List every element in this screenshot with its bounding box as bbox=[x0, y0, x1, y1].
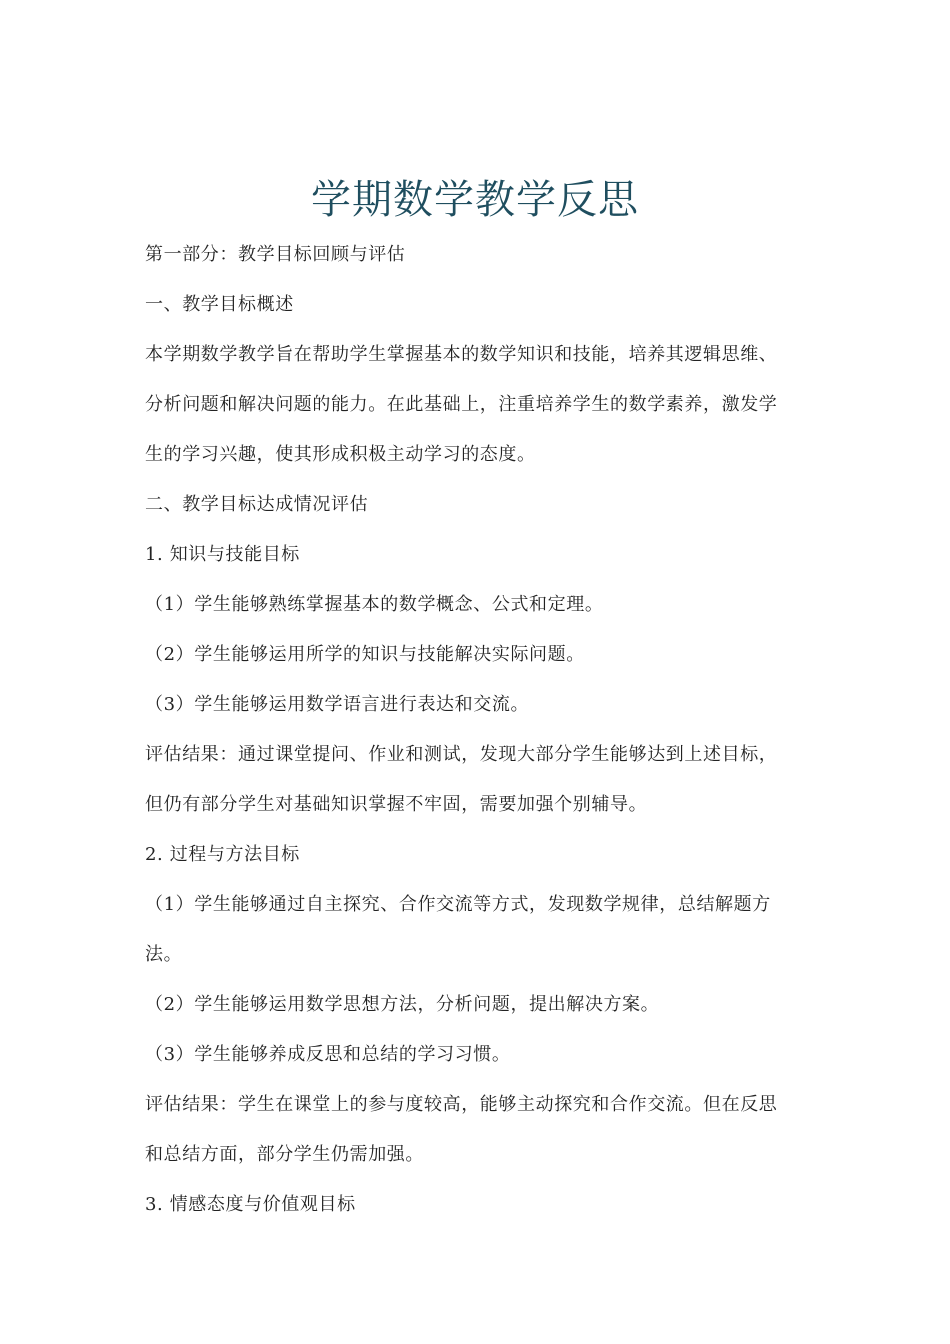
list-item: （1）学生能够熟练掌握基本的数学概念、公式和定理。 bbox=[145, 594, 604, 615]
numbered-heading: 2. 过程与方法目标 bbox=[145, 844, 300, 865]
paragraph-line: 分析问题和解决问题的能力。在此基础上，注重培养学生的数学素养，激发学 bbox=[145, 394, 778, 415]
subsection-heading: 一、教学目标概述 bbox=[145, 294, 294, 315]
paragraph-line: 本学期数学教学旨在帮助学生掌握基本的数学知识和技能，培养其逻辑思维、 bbox=[145, 344, 778, 365]
numbered-heading: 1. 知识与技能目标 bbox=[145, 544, 300, 565]
list-item: （2）学生能够运用数学思想方法，分析问题，提出解决方案。 bbox=[145, 994, 660, 1015]
subsection-heading: 二、教学目标达成情况评估 bbox=[145, 494, 369, 515]
paragraph-line: 评估结果：学生在课堂上的参与度较高，能够主动探究和合作交流。但在反思 bbox=[145, 1094, 778, 1115]
list-item: （2）学生能够运用所学的知识与技能解决实际问题。 bbox=[145, 644, 585, 665]
list-item-continuation: 法。 bbox=[145, 944, 183, 965]
paragraph-line: 和总结方面，部分学生仍需加强。 bbox=[145, 1144, 424, 1165]
paragraph-line: 评估结果：通过课堂提问、作业和测试，发现大部分学生能够达到上述目标， bbox=[145, 744, 778, 765]
document-body bbox=[145, 230, 805, 1230]
numbered-heading: 3. 情感态度与价值观目标 bbox=[145, 1194, 356, 1215]
list-item: （1）学生能够通过自主探究、合作交流等方式，发现数学规律，总结解题方 bbox=[145, 894, 771, 915]
section-heading: 第一部分：教学目标回顾与评估 bbox=[145, 244, 406, 265]
list-item: （3）学生能够养成反思和总结的学习习惯。 bbox=[145, 1044, 511, 1065]
paragraph-line: 生的学习兴趣，使其形成积极主动学习的态度。 bbox=[145, 444, 536, 465]
paragraph-line: 但仍有部分学生对基础知识掌握不牢固，需要加强个别辅导。 bbox=[145, 794, 648, 815]
list-item: （3）学生能够运用数学语言进行表达和交流。 bbox=[145, 694, 530, 715]
document-title: 学期数学教学反思 bbox=[311, 176, 639, 223]
